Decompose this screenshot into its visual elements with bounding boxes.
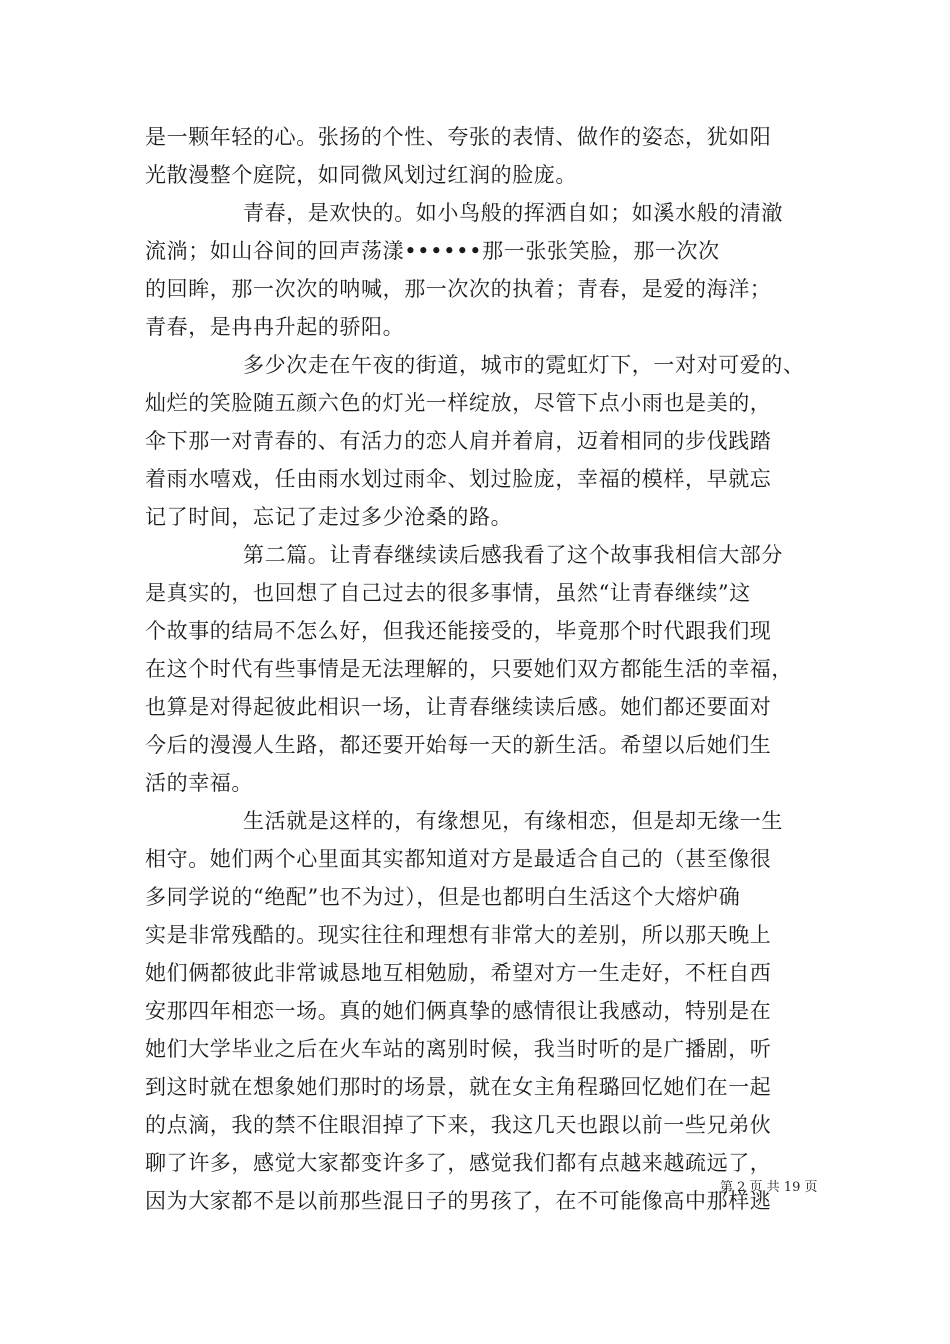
paragraph-start-line: 多少次走在午夜的街道，城市的霓虹灯下，一对对可爱的、 — [243, 353, 805, 377]
text-line: 伞下那一对青春的、有活力的恋人肩并着肩，迈着相同的步伐践踏 — [145, 429, 772, 453]
paragraph-start-line: 青春，是欢快的。如小鸟般的挥洒自如；如溪水般的清澈 — [243, 201, 783, 225]
text-line: 着雨水嘻戏，任由雨水划过雨伞、划过脸庞，幸福的模样，早就忘 — [145, 467, 772, 491]
text-line: 她们俩都彼此非常诚恳地互相勉励，希望对方一生走好，不枉自西 — [145, 961, 772, 985]
text-line: 个故事的结局不怎么好，但我还能接受的，毕竟那个时代跟我们现 — [145, 619, 772, 643]
text-line: 因为大家都不是以前那些混日子的男孩了，在不可能像高中那样逃 — [145, 1189, 772, 1213]
text-line: 是一颗年轻的心。张扬的个性、夸张的表情、做作的姿态，犹如阳 — [145, 125, 772, 149]
text-line: 记了时间，忘记了走过多少沧桑的路。 — [145, 505, 513, 529]
text-line: 安那四年相恋一场。真的她们俩真挚的感情很让我感动，特别是在 — [145, 999, 772, 1023]
text-line: 是真实的，也回想了自己过去的很多事情，虽然“让青春继续”这 — [145, 581, 751, 605]
text-line: 她们大学毕业之后在火车站的离别时候，我当时听的是广播剧，听 — [145, 1037, 772, 1061]
text-line: 到这时就在想象她们那时的场景，就在女主角程璐回忆她们在一起 — [145, 1075, 772, 1099]
text-line: 相守。她们两个心里面其实都知道对方是最适合自己的（甚至像很 — [145, 847, 772, 871]
paragraph-start-line: 第二篇。让青春继续读后感我看了这个故事我相信大部分 — [243, 543, 783, 567]
text-line: 聊了许多，感觉大家都变许多了，感觉我们都有点越来越疏远了， — [145, 1151, 772, 1175]
paragraph-start-line: 生活就是这样的，有缘想见，有缘相恋，但是却无缘一生 — [243, 809, 783, 833]
text-line: 的点滴，我的禁不住眼泪掉了下来，我这几天也跟以前一些兄弟伙 — [145, 1113, 772, 1137]
text-line: 活的幸福。 — [145, 771, 253, 795]
text-line: 今后的漫漫人生路，都还要开始每一天的新生活。希望以后她们生 — [145, 733, 772, 757]
text-line: 的回眸，那一次次的呐喊，那一次次的执着；青春，是爱的海洋； — [145, 277, 772, 301]
text-line: 青春，是冉冉升起的骄阳。 — [145, 315, 405, 339]
body-text — [145, 118, 818, 1220]
text-line: 实是非常残酷的。现实往往和理想有非常大的差别，所以那天晚上 — [145, 923, 772, 947]
page-number-footer: 第 2 页 共 19 页 — [720, 1180, 818, 1195]
text-line: 灿烂的笑脸随五颜六色的灯光一样绽放，尽管下点小雨也是美的， — [145, 391, 772, 415]
text-line: 多同学说的“绝配”也不为过），但是也都明白生活这个大熔炉确 — [145, 885, 741, 909]
text-line: 也算是对得起彼此相识一场，让青春继续读后感。她们都还要面对 — [145, 695, 772, 719]
text-line: 流淌；如山谷间的回声荡漾••••••那一张张笑脸，那一次次 — [145, 239, 720, 263]
text-line: 在这个时代有些事情是无法理解的，只要她们双方都能生活的幸福， — [145, 657, 793, 681]
text-line: 光散漫整个庭院，如同微风划过红润的脸庞。 — [145, 163, 577, 187]
